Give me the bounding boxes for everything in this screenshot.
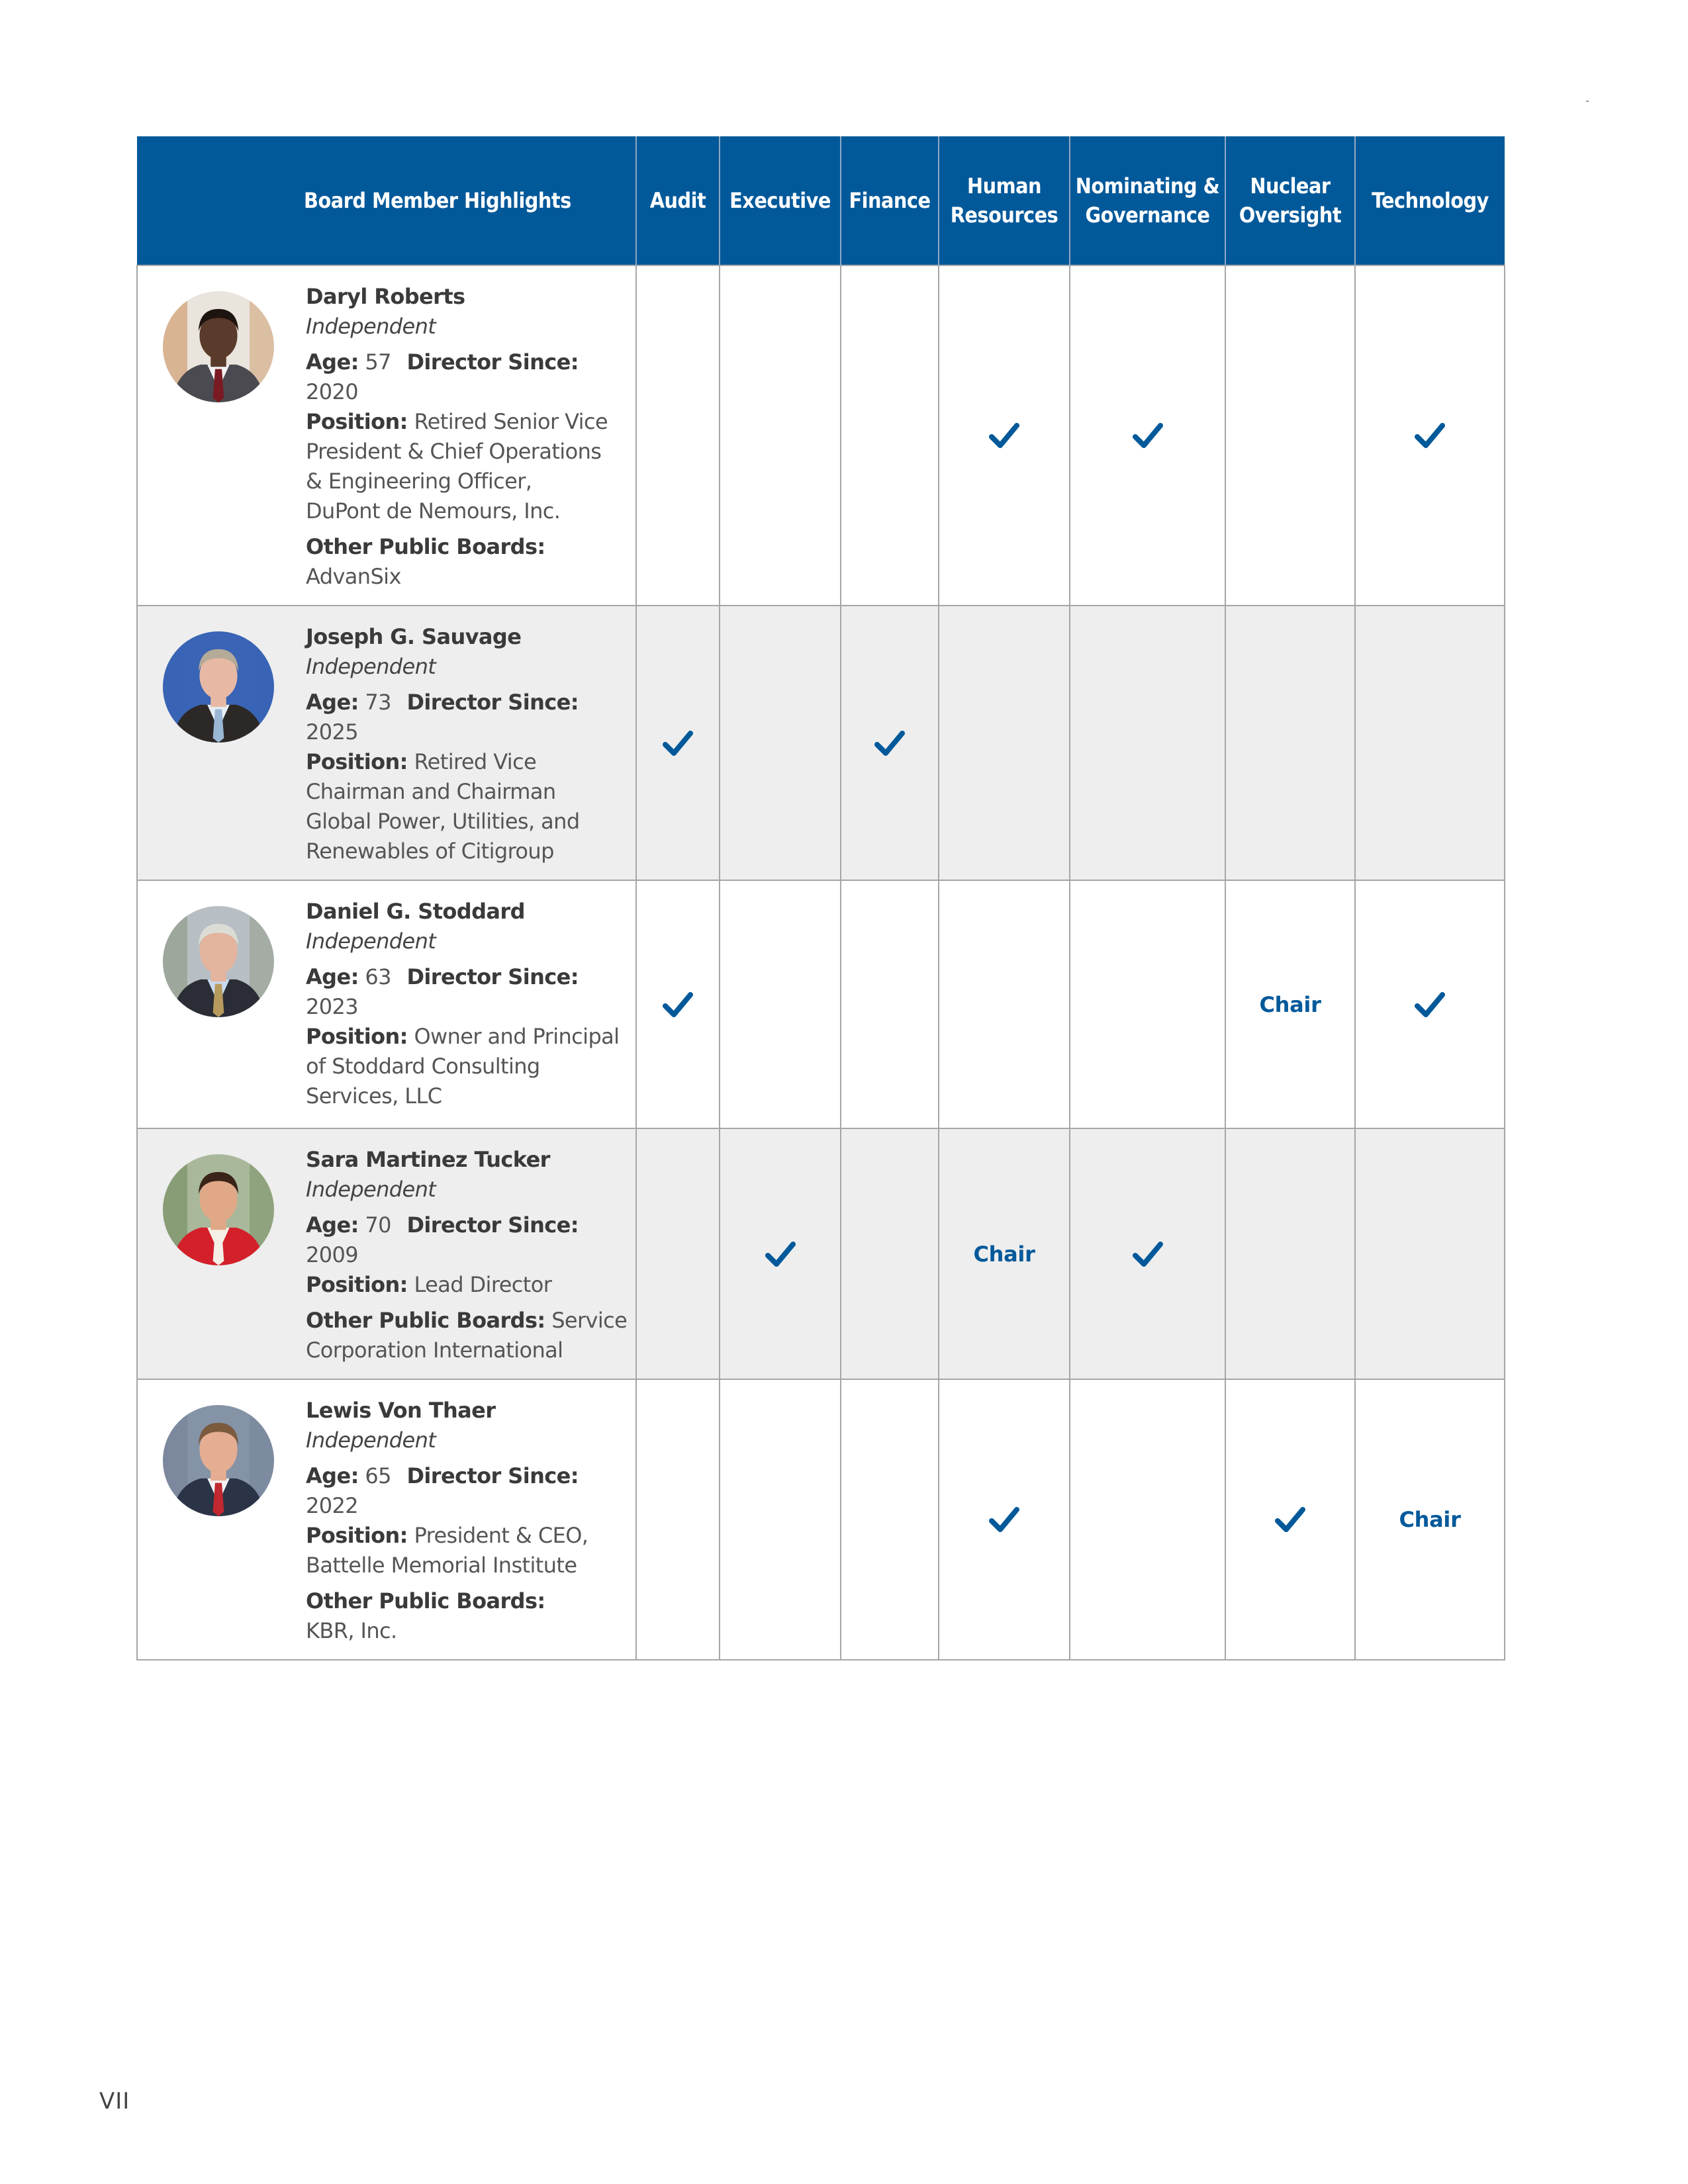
member-name: Daryl Roberts <box>306 284 465 309</box>
committee-cell-finance <box>841 880 939 1128</box>
other-boards-value-line: Corporation International <box>306 1338 563 1363</box>
position-label: Position: <box>306 749 408 774</box>
committee-cell-human-resources <box>939 1379 1070 1660</box>
age-label: Age: <box>306 964 359 989</box>
table-row <box>137 606 1505 880</box>
position-block <box>306 1270 635 1300</box>
committee-cell-audit <box>636 880 720 1128</box>
member-details <box>306 282 635 592</box>
position-value-line: of Stoddard Consulting <box>306 1054 540 1079</box>
position-label: Position: <box>306 1272 408 1297</box>
header-board-member-highlights: Board Member Highlights <box>137 136 636 265</box>
member-status: Independent <box>306 929 436 954</box>
age-value: 73 <box>365 690 391 715</box>
member-name: Daniel G. Stoddard <box>306 899 525 924</box>
position-block <box>306 1022 635 1111</box>
committee-cell-executive <box>720 1128 841 1379</box>
member-details <box>306 897 635 1111</box>
other-boards-block <box>306 1306 635 1365</box>
position-value: Owner and Principal <box>414 1024 620 1049</box>
table-row <box>137 1128 1505 1379</box>
table-header-row <box>137 136 1505 265</box>
position-value: Lead Director <box>414 1272 552 1297</box>
member-cell <box>137 1379 636 1660</box>
position-block <box>306 407 635 526</box>
age-director-line <box>306 1210 635 1270</box>
corner-mark <box>1586 101 1589 102</box>
table-row <box>137 880 1505 1128</box>
member-status: Independent <box>306 654 436 679</box>
committee-cell-technology <box>1355 606 1505 880</box>
committee-cell-audit <box>636 265 720 606</box>
other-boards-label: Other Public Boards: <box>306 1308 545 1333</box>
checkmark-icon <box>1274 1505 1307 1534</box>
other-boards-label: Other Public Boards: <box>306 534 545 559</box>
header-finance: Finance <box>841 136 939 265</box>
committee-cell-human-resources <box>939 265 1070 606</box>
age-label: Age: <box>306 1463 359 1488</box>
table-row <box>137 1379 1505 1660</box>
other-boards-value-line: AdvanSix <box>306 564 401 589</box>
header-technology: Technology <box>1355 136 1505 265</box>
header-label-line: Nuclear <box>1250 173 1331 199</box>
member-status: Independent <box>306 1177 436 1202</box>
header-label-line: Resources <box>950 203 1058 228</box>
committee-cell-nuclear-oversight <box>1225 880 1355 1128</box>
header-nuclear-oversight <box>1225 136 1355 265</box>
position-block <box>306 747 635 866</box>
checkmark-icon <box>764 1240 797 1269</box>
committee-cell-executive <box>720 265 841 606</box>
header-executive: Executive <box>720 136 841 265</box>
age-director-line <box>306 688 635 747</box>
position-label: Position: <box>306 1024 408 1049</box>
position-value: Retired Senior Vice <box>414 409 608 434</box>
other-boards-block <box>306 1586 635 1646</box>
position-value: President & CEO, <box>414 1523 588 1548</box>
committee-cell-technology <box>1355 1379 1505 1660</box>
member-cell <box>137 1128 636 1379</box>
committee-cell-human-resources <box>939 880 1070 1128</box>
position-label: Position: <box>306 1523 408 1548</box>
age-director-line <box>306 962 635 1022</box>
position-block <box>306 1521 635 1580</box>
chair-label: Chair <box>1259 991 1321 1017</box>
committee-cell-executive <box>720 1379 841 1660</box>
chair-label: Chair <box>973 1241 1035 1267</box>
committee-cell-finance <box>841 265 939 606</box>
committee-cell-nuclear-oversight <box>1225 265 1355 606</box>
committee-cell-technology <box>1355 265 1505 606</box>
member-name: Joseph G. Sauvage <box>306 624 522 649</box>
committee-cell-nominating-governance <box>1070 880 1225 1128</box>
committee-cell-nuclear-oversight <box>1225 1128 1355 1379</box>
chair-label: Chair <box>1399 1507 1461 1532</box>
table-row <box>137 265 1505 606</box>
member-name: Lewis Von Thaer <box>306 1398 496 1423</box>
committee-cell-technology <box>1355 1128 1505 1379</box>
director-since-value: 2009 <box>306 1242 359 1267</box>
member-name: Sara Martinez Tucker <box>306 1147 550 1172</box>
portrait-daniel-stoddard-icon <box>163 906 274 1017</box>
age-value: 65 <box>365 1463 391 1488</box>
portrait-lewis-von-thaer-icon <box>163 1405 274 1516</box>
other-boards-value: Service <box>551 1308 628 1333</box>
director-since-label: Director Since: <box>406 349 579 375</box>
header-label-line: Governance <box>1085 203 1210 228</box>
position-label: Position: <box>306 409 408 434</box>
header-human-resources <box>939 136 1070 265</box>
committee-cell-nuclear-oversight <box>1225 1379 1355 1660</box>
director-since-label: Director Since: <box>406 690 579 715</box>
portrait-joseph-sauvage-icon <box>163 631 274 743</box>
age-value: 63 <box>365 964 391 989</box>
other-boards-block <box>306 532 635 592</box>
age-label: Age: <box>306 1212 359 1238</box>
member-details <box>306 622 635 866</box>
page-number: VII <box>99 2088 130 2115</box>
position-value-line: Chairman and Chairman <box>306 779 556 804</box>
member-cell <box>137 265 636 606</box>
member-cell <box>137 880 636 1128</box>
committee-cell-human-resources <box>939 606 1070 880</box>
committee-cell-technology <box>1355 880 1505 1128</box>
position-value-line: Battelle Memorial Institute <box>306 1553 577 1578</box>
position-value-line: Services, LLC <box>306 1083 442 1109</box>
board-member-committee-table <box>136 136 1505 1661</box>
header-label-line: Human <box>966 173 1041 199</box>
member-details <box>306 1396 635 1646</box>
committee-cell-executive <box>720 880 841 1128</box>
committee-cell-executive <box>720 606 841 880</box>
table-body <box>137 265 1505 1660</box>
checkmark-icon <box>1131 1240 1164 1269</box>
director-since-value: 2022 <box>306 1493 359 1518</box>
checkmark-icon <box>988 1505 1021 1534</box>
member-status: Independent <box>306 1428 436 1453</box>
age-value: 57 <box>365 349 391 375</box>
committee-cell-finance <box>841 606 939 880</box>
member-details <box>306 1145 635 1365</box>
position-value-line: President & Chief Operations <box>306 439 602 464</box>
checkmark-icon <box>661 990 694 1019</box>
director-since-label: Director Since: <box>406 1463 579 1488</box>
committee-cell-nuclear-oversight <box>1225 606 1355 880</box>
header-label-line: Nominating & <box>1075 173 1220 199</box>
checkmark-icon <box>1413 421 1446 450</box>
committee-cell-audit <box>636 1128 720 1379</box>
director-since-label: Director Since: <box>406 1212 579 1238</box>
header-label-line: Oversight <box>1239 203 1342 228</box>
position-value-line: DuPont de Nemours, Inc. <box>306 498 561 523</box>
position-value-line: Renewables of Citigroup <box>306 839 554 864</box>
director-since-label: Director Since: <box>406 964 579 989</box>
checkmark-icon <box>873 729 906 758</box>
checkmark-icon <box>1131 421 1164 450</box>
member-status: Independent <box>306 314 436 339</box>
checkmark-icon <box>988 421 1021 450</box>
committee-cell-finance <box>841 1379 939 1660</box>
age-label: Age: <box>306 690 359 715</box>
position-value-line: & Engineering Officer, <box>306 469 532 494</box>
header-audit: Audit <box>636 136 720 265</box>
portrait-daryl-roberts-icon <box>163 291 274 402</box>
checkmark-icon <box>661 729 694 758</box>
checkmark-icon <box>1413 990 1446 1019</box>
position-value: Retired Vice <box>414 749 537 774</box>
director-since-value: 2023 <box>306 994 359 1019</box>
age-director-line <box>306 1461 635 1521</box>
director-since-value: 2025 <box>306 719 359 745</box>
age-value: 70 <box>365 1212 391 1238</box>
age-director-line <box>306 347 635 407</box>
position-value-line: Global Power, Utilities, and <box>306 809 580 834</box>
committee-cell-finance <box>841 1128 939 1379</box>
committee-cell-nominating-governance <box>1070 606 1225 880</box>
committee-cell-human-resources <box>939 1128 1070 1379</box>
portrait-sara-martinez-tucker-icon <box>163 1154 274 1265</box>
member-cell <box>137 606 636 880</box>
committee-cell-nominating-governance <box>1070 1379 1225 1660</box>
other-boards-label: Other Public Boards: <box>306 1588 545 1614</box>
other-boards-value-line: KBR, Inc. <box>306 1618 397 1643</box>
director-since-value: 2020 <box>306 379 359 404</box>
committee-cell-audit <box>636 1379 720 1660</box>
committee-cell-audit <box>636 606 720 880</box>
committee-cell-nominating-governance <box>1070 265 1225 606</box>
committee-cell-nominating-governance <box>1070 1128 1225 1379</box>
header-nominating-governance <box>1070 136 1225 265</box>
age-label: Age: <box>306 349 359 375</box>
